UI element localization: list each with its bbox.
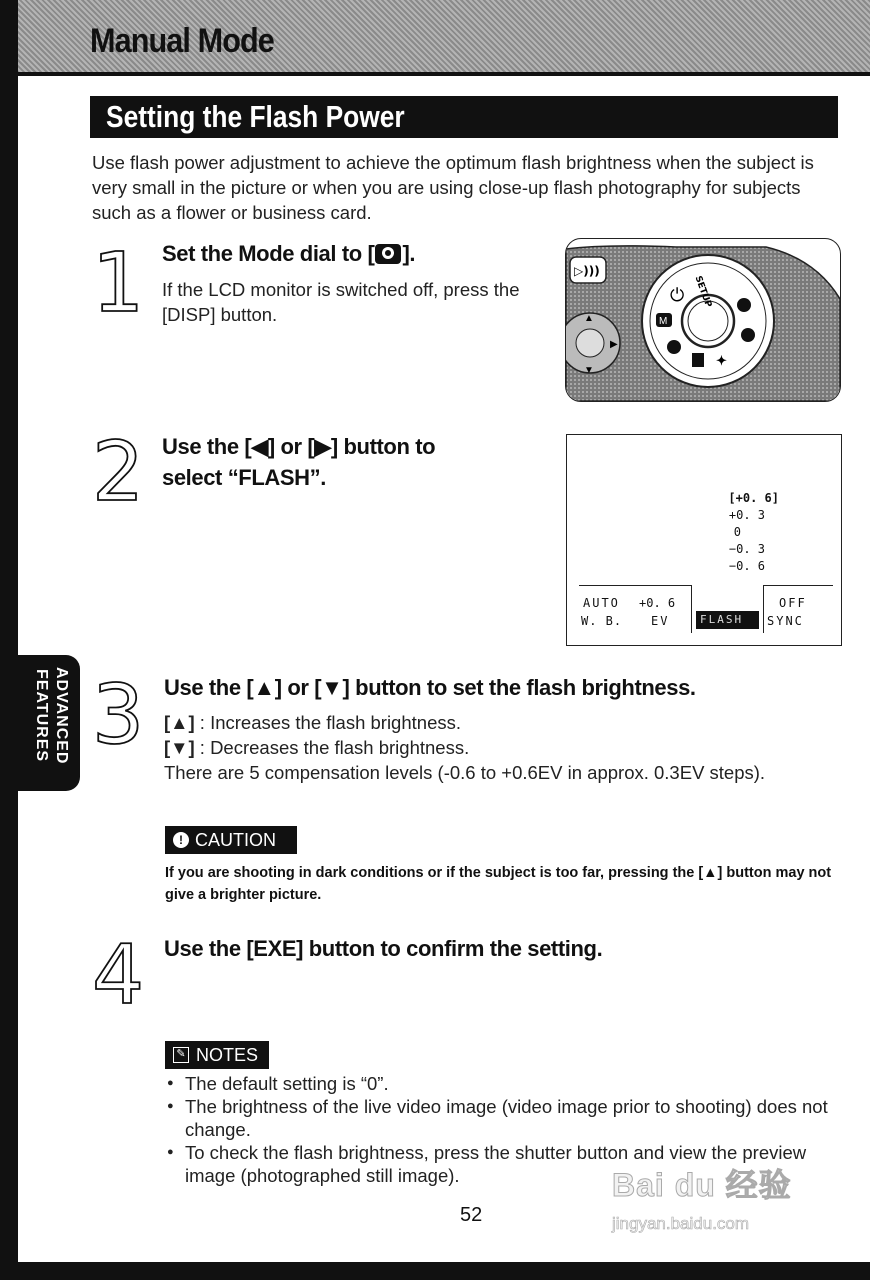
- step3-down-text: : Decreases the flash brightness.: [194, 737, 470, 758]
- flash-level-selected: [+0. 6]: [728, 491, 779, 505]
- flash-level-list: [699, 490, 779, 575]
- step3-heading: [164, 675, 696, 701]
- notes-label-box: [165, 1041, 269, 1069]
- step2-heading: [162, 431, 552, 493]
- m-mode-label: M: [659, 316, 668, 327]
- caution-text-b: ] button may not give a brighter picture.: [165, 865, 832, 903]
- step1-heading-suffix: ].: [402, 241, 416, 266]
- flash-level: −0. 3: [728, 542, 765, 556]
- lcd-off: OFF: [779, 596, 807, 610]
- side-tab-features: FEATURES: [33, 669, 50, 763]
- svg-text:✦: ✦: [716, 353, 727, 368]
- list-item: ● To check the flash brightness, press the shutter button and view the preview image (photographed still image).: [165, 1141, 845, 1187]
- step3-levels-text: There are 5 compensation levels (-0.6 to +0.6EV in approx. 0.3EV steps).: [164, 762, 766, 783]
- left-arrow-icon: ◀: [251, 434, 268, 459]
- lcd-ev: EV: [651, 614, 670, 628]
- lcd-auto: AUTO: [583, 596, 620, 610]
- notes-label: NOTES: [196, 1044, 259, 1065]
- svg-text:▷))): ▷))): [574, 264, 600, 278]
- step-number-2: 2: [92, 425, 145, 520]
- flash-level: −0. 6: [728, 559, 765, 573]
- baidu-watermark: [612, 1160, 792, 1234]
- caution-text: [165, 862, 845, 906]
- caution-text-a: If you are shooting in dark conditions or if the subject is too far, pressing the [: [165, 865, 704, 881]
- step3-up-text: : Increases the flash brightness.: [194, 712, 461, 733]
- section-title: Manual Mode: [90, 22, 274, 60]
- lcd-wb: W. B.: [581, 614, 623, 628]
- right-arrow-icon: ▶: [314, 434, 331, 459]
- caution-icon: !: [173, 832, 189, 848]
- step-number-3: 3: [92, 668, 145, 763]
- scan-edge-bottom: [0, 1262, 870, 1280]
- camera-m-icon: [375, 244, 401, 264]
- svg-text:⏻: ⏻: [670, 285, 685, 306]
- page-title: Setting the Flash Power: [106, 99, 405, 134]
- step-number-4: 4: [92, 928, 145, 1023]
- step3-heading-c: ] button to set the flash brightness.: [342, 675, 696, 700]
- down-arrow-icon: ▼: [170, 737, 189, 758]
- setup-label: SETUP: [692, 274, 714, 309]
- watermark-brand: Bai du 经验: [612, 1167, 792, 1203]
- step3-up-line: [▲] : Increases the flash brightness.: [164, 712, 461, 733]
- step2-heading-c: ] button to: [330, 434, 436, 459]
- scan-edge-left: [0, 0, 18, 1280]
- step1-heading: [162, 241, 415, 267]
- flash-level: +0. 3: [728, 508, 765, 522]
- step3-heading-a: Use the [: [164, 675, 254, 700]
- svg-text:▲: ▲: [584, 313, 594, 324]
- lcd-ev-value: +0. 6: [639, 596, 676, 610]
- pencil-note-icon: ✎: [173, 1047, 189, 1063]
- mode-dial-illustration: [565, 238, 841, 402]
- page-number: 52: [460, 1204, 483, 1226]
- side-tab-advanced: ADVANCED: [53, 667, 70, 765]
- list-item: ● The brightness of the live video image (video image prior to shooting) does not change.: [165, 1095, 845, 1141]
- svg-text:▶: ▶: [610, 339, 618, 350]
- step2-heading-a: Use the [: [162, 434, 252, 459]
- step2-heading-line2: select “FLASH”.: [162, 465, 326, 490]
- lcd-rule-left: [579, 585, 691, 586]
- step3-heading-b: ] or [: [274, 675, 322, 700]
- intro-paragraph: Use flash power adjustment to achieve the optimum flash brightness when the subject is very small in the picture or when you are using close-up flash photography for subjects such as a flower or business card.: [92, 152, 814, 223]
- mode-dial-drawing: [566, 239, 840, 401]
- step3-body: [164, 710, 844, 785]
- step1-body: If the LCD monitor is switched off, press the [DISP] button.: [162, 279, 520, 325]
- up-arrow-icon: ▲: [253, 675, 275, 700]
- lcd-rule-right: [763, 585, 833, 586]
- lcd-flash: FLASH: [700, 613, 744, 626]
- section-side-tab: [18, 655, 80, 791]
- step2-heading-b: ] or [: [267, 434, 315, 459]
- caution-label-box: [165, 826, 297, 854]
- step-number-1: 1: [92, 236, 145, 331]
- step4-heading: Use the [EXE] button to confirm the setting.: [164, 936, 603, 961]
- lcd-screen-illustration: [566, 434, 842, 646]
- watermark-url: jingyan.baidu.com: [612, 1214, 750, 1233]
- header-rule: [0, 72, 870, 76]
- flash-level: 0: [733, 525, 741, 539]
- step1-heading-prefix: Set the Mode dial to [: [162, 241, 375, 266]
- lcd-sync: SYNC: [767, 614, 804, 628]
- svg-text:▼: ▼: [584, 365, 594, 376]
- lcd-divider: [763, 585, 764, 633]
- lcd-divider: [691, 585, 692, 633]
- step3-down-line: [▼] : Decreases the flash brightness.: [164, 737, 470, 758]
- lcd-flash-highlight: [696, 611, 759, 629]
- caution-label: CAUTION: [195, 829, 276, 850]
- down-arrow-icon: ▼: [321, 675, 343, 700]
- up-arrow-icon: ▲: [170, 712, 189, 733]
- up-arrow-icon: ▲: [703, 865, 718, 881]
- list-item: ● The default setting is “0”.: [165, 1072, 845, 1095]
